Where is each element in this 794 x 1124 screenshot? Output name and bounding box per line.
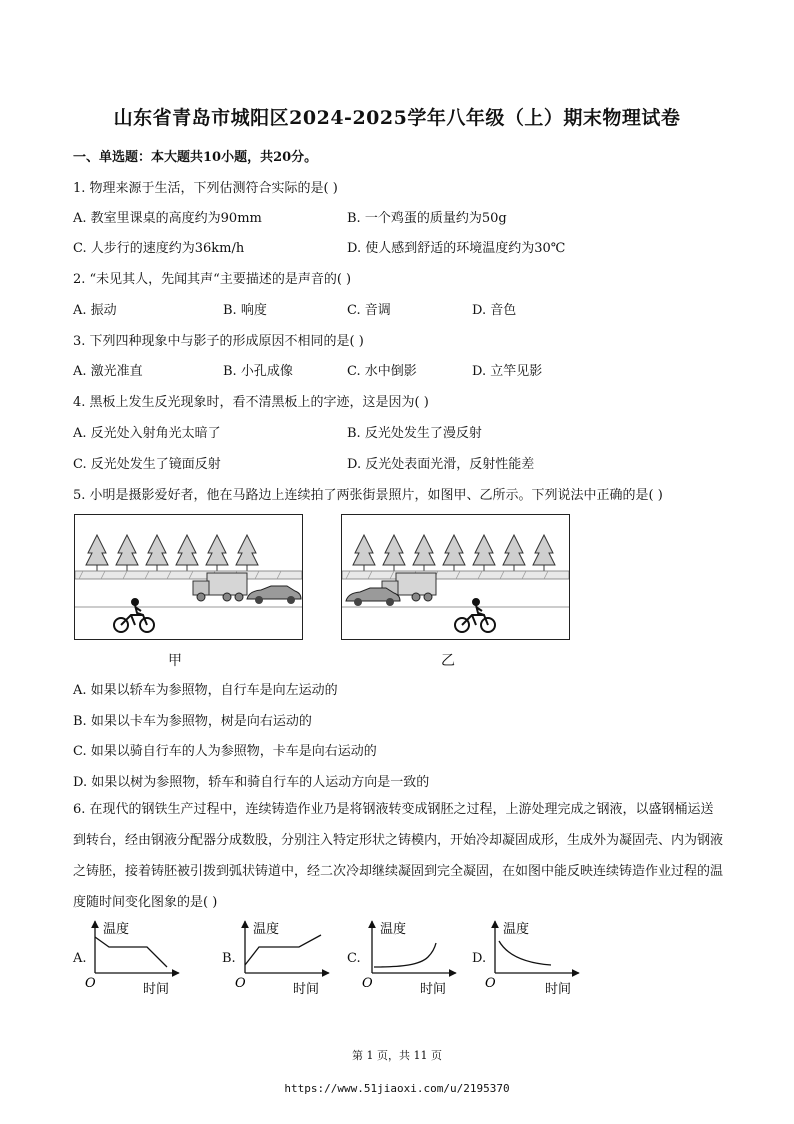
q6-option-c-label: C. (347, 951, 361, 966)
street-scene-jia-illustration (75, 515, 302, 639)
graph-a-xlabel: 时间 (143, 982, 170, 997)
question-4-stem: 4. 黑板上发生反光现象时，看不清黑板上的字迹，这是因为( ) (73, 395, 429, 410)
graph-c (362, 915, 462, 997)
graph-a-ylabel: 温度 (103, 922, 130, 937)
graph-a (85, 915, 185, 997)
q3-option-b: B. 小孔成像 (223, 364, 293, 379)
q5-option-c: C. 如果以骑自行车的人为参照物，卡车是向右运动的 (73, 744, 377, 759)
q3-option-c: C. 水中倒影 (347, 364, 417, 379)
graph-b-origin: O (235, 976, 246, 991)
q3-option-d: D. 立竿见影 (472, 364, 543, 379)
q3-option-a: A. 激光准直 (73, 364, 143, 379)
tree-row (353, 535, 555, 573)
q4-option-b: B. 反光处发生了漫反射 (347, 426, 482, 441)
street-scene-yi-illustration (342, 515, 569, 639)
figure-caption-jia: 甲 (168, 653, 182, 669)
question-3-stem: 3. 下列四种现象中与影子的形成原因不相同的是( ) (73, 334, 364, 349)
q1-option-c: C. 人步行的速度约为36km/h (73, 241, 245, 256)
graph-d-curve (499, 941, 551, 965)
figure-caption-yi: 乙 (441, 653, 455, 669)
graph-c-xlabel: 时间 (420, 982, 447, 997)
graph-c-origin: O (362, 976, 373, 991)
q6-option-a-label: A. (73, 951, 87, 966)
q1-option-b: B. 一个鸡蛋的质量约为50g (347, 211, 507, 226)
question-5-stem: 5. 小明是摄影爱好者，他在马路边上连续拍了两张街景照片，如图甲、乙所示。下列说法中正确的是( ) (73, 488, 663, 503)
street-photo-jia (74, 514, 303, 640)
street-photo-yi (341, 514, 570, 640)
q2-option-a: A. 振动 (73, 303, 117, 318)
q4-option-c: C. 反光处发生了镜面反射 (73, 457, 221, 472)
graph-c-ylabel: 温度 (380, 922, 407, 937)
graph-b-ylabel: 温度 (253, 922, 280, 937)
q2-option-d: D. 音色 (472, 303, 517, 318)
tree-row (86, 535, 258, 573)
q5-option-d: D. 如果以树为参照物，轿车和骑自行车的人运动方向是一致的 (73, 775, 430, 790)
cyclist (114, 599, 154, 632)
section-heading: 一、单选题：本大题共10小题，共20分。 (73, 150, 318, 165)
q6-option-b-label: B. (222, 951, 236, 966)
q4-option-a: A. 反光处入射角光太暗了 (73, 426, 221, 441)
page-title: 山东省青岛市城阳区2024-2025学年八年级（上）期末物理试卷 (113, 107, 681, 129)
watermark-url[interactable]: https://www.51jiaoxi.com/u/2195370 (284, 1082, 510, 1095)
q5-option-b: B. 如果以卡车为参照物，树是向右运动的 (73, 714, 312, 729)
cyclist (455, 599, 495, 632)
q1-option-d: D. 使人感到舒适的环境温度约为30℃ (347, 241, 566, 256)
q5-option-a: A. 如果以轿车为参照物，自行车是向左运动的 (73, 683, 338, 698)
graph-d-xlabel: 时间 (545, 982, 572, 997)
graph-d-ylabel: 温度 (503, 922, 530, 937)
q4-option-d: D. 反光处表面光滑，反射性能差 (347, 457, 535, 472)
graph-b (235, 915, 335, 997)
graph-d (485, 915, 585, 997)
question-1-stem: 1. 物理来源于生活，下列估测符合实际的是( ) (73, 181, 338, 196)
graph-a-origin: O (85, 976, 96, 991)
page-footer: 第 1 页，共 11 页 (352, 1049, 442, 1062)
graph-b-curve (245, 935, 321, 965)
q2-option-b: B. 响度 (223, 303, 267, 318)
graph-b-xlabel: 时间 (293, 982, 320, 997)
question-2-stem: 2. “未见其人，先闻其声“主要描述的是声音的( ) (73, 272, 352, 287)
q1-option-a: A. 教室里课桌的高度约为90mm (73, 211, 262, 226)
q6-option-d-label: D. (472, 951, 487, 966)
graph-d-origin: O (485, 976, 496, 991)
q2-option-c: C. 音调 (347, 303, 391, 318)
graph-a-curve (95, 937, 167, 967)
graph-c-curve (374, 943, 436, 967)
sedan (247, 586, 301, 604)
question-6-stem: 6. 在现代的钢铁生产过程中，连续铸造作业乃是将钢液转变成钢胚之过程，上游处理完成之钢液，以盛钢桶运送到转台，经由钢液分配器分成数股，分别注入特定形状之铸模内，开始冷却凝固成形，生成外为凝固壳、内为钢液之铸胚，接着铸胚被引拨到弧状铸道中，经二次冷却继续凝固到完全凝固，在如图中能反映连续铸造作业过程的温度随时间变化图象的是( ) (73, 802, 724, 910)
